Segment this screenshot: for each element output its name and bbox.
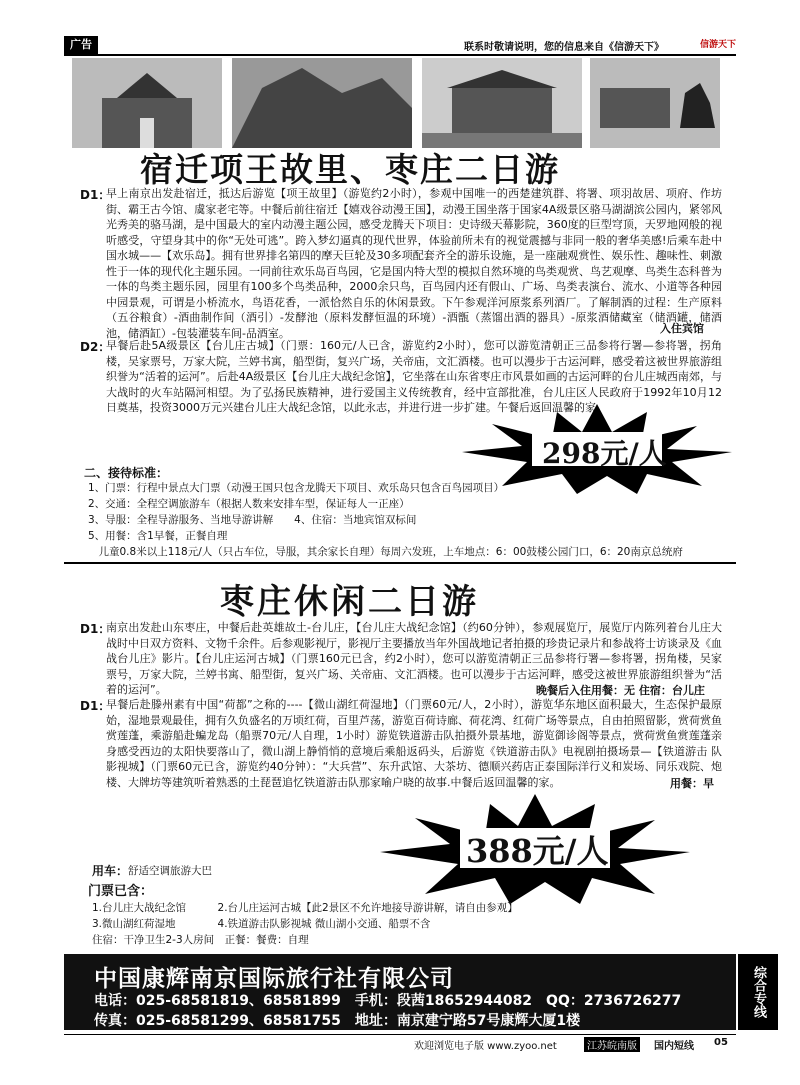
std-item: 3、导服：全程导游服务、当地导游讲解 4、住宿：当地宾馆双标间 (88, 514, 417, 526)
photo-statue (590, 58, 720, 148)
side-tab: 综合专线 (738, 954, 778, 1030)
phone-line: 电话：025-68581819、68581899 手机：段茜18652944082 QQ：2736726277 (94, 993, 682, 1009)
std-item: 5、用餐：含1早餐，正餐自理 (88, 530, 228, 542)
ticket-item: 3.微山湖红荷湿地 4.铁道游击队影视城 微山湖小交通、船票不含 (92, 918, 431, 930)
tour2-d1a-label: D1： (80, 622, 111, 636)
car-label: 用车： (92, 864, 129, 878)
tour2-d1a-text: 南京出发赴山东枣庄，中餐后赴英雄故土-台儿庄，【台儿庄大战纪念馆】（约60分钟），参观展览厅，展览厅内陈列着台儿庄大战时中日双方资料、文物千余件。后参观影视厅，影视厅主要播放当年外国战地记者拍摄的珍贵记录片和参战将士访谈录及《血战台儿庄》影片。【台儿庄运河古城】（门票160元已含，约2小时），您可以游览清朝正三品参将行署—参将署，拐角楼，吴家票号，万家大院，兰婷书寓、船型街，复兴广场、关帝庙、文汇酒楼。也可以漫步于古运河畔，感受这被世界旅游组织誉为“活着的运河”。 (106, 621, 722, 696)
fax-line: 传真：025-68581299、68581755 地址：南京建宁路57号康辉大厦1楼 (94, 1013, 581, 1029)
ticket-item: 住宿：干净卫生2-3人房间 正餐：餐费：自理 (92, 934, 309, 946)
page-number: 05 (714, 1037, 728, 1048)
tour1-d1-end: 入住宾馆 (660, 322, 704, 335)
photo-tower (72, 58, 222, 148)
tour1-price: 298元/人 (542, 437, 667, 470)
photo-strip (72, 58, 720, 148)
tour2-price: 388元/人 (466, 832, 609, 870)
ticket-title: 门票已含： (88, 884, 154, 899)
section-name: 国内短线 (654, 1041, 694, 1052)
tour1-d1-text: 早上南京出发赴宿迁，抵达后游览【项王故里】（游览约2小时），参观中国唯一的西楚建筑群、将署、项羽故居、项府、作坊街、霸王古今馆、虞家老宅等。中餐后前往宿迁【嬉戏谷动漫王国】，动漫王国坐落于国家4A级景区骆马湖湖滨公园内，紧邻风光秀美的骆马湖，是中国最大的室内动漫主题公园，感受龙腾天下项目：史诗级天幕影院，360度的巨型穹顶，天罗地网般的视听感受，守望身其中的你“无处可逃”。跨入梦幻逼真的现代世界，体验前所未有的视觉震撼与非同一般的奢华美感!后乘车赴中国水城——【欢乐岛】。拥有世界排名第四的摩天巨轮及30多项配套齐全的游乐设施，是一座融观赏性、娱乐性、趣味性、刺激性于一体的现代化主题乐园。一同前往欢乐岛百鸟园，它是国内特大型的模拟自然环境的鸟类观赏、鸟艺观摩、鸟类生态科普为一体的鸟类主题乐园，园里有100多个鸟类品种，2000余只鸟，百鸟园内还有假山、广场、鸟类表演台、流水、小道等各种园中园景观，可谓是小桥流水，鸟语花香，一派恰然自乐的休闲景致。下午参观洋河原浆系列酒厂。了解制酒的过程：生产原料（五谷粮食）-酒曲制作间（酒引）-发酵池（原料发酵恒温的环境）-酒甑（蒸馏出酒的器具）-原浆酒储藏室（储酒罐，储酒池，储酒缸）-包装灌装车间-品酒室。 (106, 187, 722, 340)
ad-tag: 广告 (64, 36, 98, 54)
company-footer (64, 954, 736, 1030)
tour2-d1a-end: 晚餐后入住用餐：无 住宿：台儿庄 (536, 684, 705, 697)
welcome-text: 欢迎浏览电子版 www.zyoo.net (414, 1041, 557, 1052)
std-title: 二、接待标准： (84, 466, 169, 480)
photo-rocks (232, 58, 412, 148)
car-text: 舒适空调旅游大巴 (128, 865, 212, 877)
photo-hall (422, 58, 582, 148)
std-list (88, 480, 728, 560)
tour1-title: 宿迁项王故里、枣庄二日游 (140, 150, 560, 189)
tour1-d1-label: D1： (80, 188, 111, 202)
ticket-list (92, 900, 732, 948)
company-name: 中国康辉南京国际旅行社有限公司 (94, 966, 454, 992)
std-item: 2、交通：全程空调旅游车（根据人数来安排车型，保证每人一正座） (88, 498, 410, 510)
brand-logo: 信游天下 (699, 40, 736, 50)
edition-badge: 江苏皖南版 (584, 1037, 640, 1052)
top-bar (64, 36, 736, 56)
tour2-title: 枣庄休闲二日游 (220, 582, 479, 622)
std-item: 1、门票：行程中景点大门票（动漫王国只包含龙腾天下项目、欢乐岛只包含百鸟园项目） (88, 482, 505, 494)
ticket-item: 1.台儿庄大战纪念馆 2.台儿庄运河古城【此2景区不允许地接导游讲解，请自由参观】 (92, 902, 518, 914)
tour2-d1b-label: D1： (80, 699, 111, 713)
section-divider (64, 562, 736, 564)
std-item: 儿童0.8米以上118元/人（只占车位，导服，其余家长自理）每周六发班，上车地点：6：00鼓楼公园门口，6：20南京总统府 (88, 546, 683, 558)
tour1-d2-label: D2： (80, 340, 111, 354)
tour2-d1b-text: 早餐后赴滕州素有中国“荷都”之称的----【微山湖红荷湿地】（门票60元/人，2小时），游览华东地区面积最大，生态保护最原始，湿地景观最佳，拥有久负盛名的万顷红荷，百里芦荡，游览百荷诗廊、荷花湾、红荷广场等景点，自由拍照留影，赏荷赏鱼赏莲蓬，乘游船赴蝙龙岛（船票70元/人自理，1小时）游览铁道游击队拍摄外景基地，游览御诊阁等景点，赏荷赏鱼赏莲蓬亲身感受西边的太阳快要落山了，微山湖上静悄悄的意境后乘船返码头，后游览《铁道游击队》电视剧拍摄场景—【铁道游击 队影视城】（门票60元已含，游览约40分钟）：“大兵营”、东升武馆、大茶坊、德顺兴药店正泰国际洋行义和炭场、同乐戏院、炮楼、大牌坊等建筑听着熟悉的土琵琶追忆铁道游击队那家喻户晓的故事.中餐后返回温馨的家。 (106, 698, 722, 789)
bottom-bar (64, 1034, 736, 1050)
tour1-d2-text: 早餐后赴5A级景区【台儿庄古城】（门票：160元/人已含，游览约2小时），您可以游览清朝正三品参将行署—参将署，拐角楼，吴家票号，万家大院，兰婷书寓，船型街，复兴广场，关帝庙，文汇酒楼。也可以漫步于古运河畔，感受着这被世界旅游组织誉为“活着的运河”。后赴4A级景区【台儿庄大战纪念馆】，它坐落在山东省枣庄市风景如画的古运河畔的台儿庄城西南郊，与大战时的火车站隔河相望。为了弘扬民族精神，进行爱国主义传统教育，经中宣部批准，台儿庄区人民政府于1992年10月12日奠基，投资3000万元兴建台儿庄大战纪念馆，以此永志，并进行进一步扩建。午餐后返回温馨的家。 (106, 339, 722, 414)
tour2-d1b-end: 用餐：早 (670, 777, 714, 790)
contact-note: 联系时敬请说明，您的信息来自《信游天下》 (464, 42, 664, 53)
